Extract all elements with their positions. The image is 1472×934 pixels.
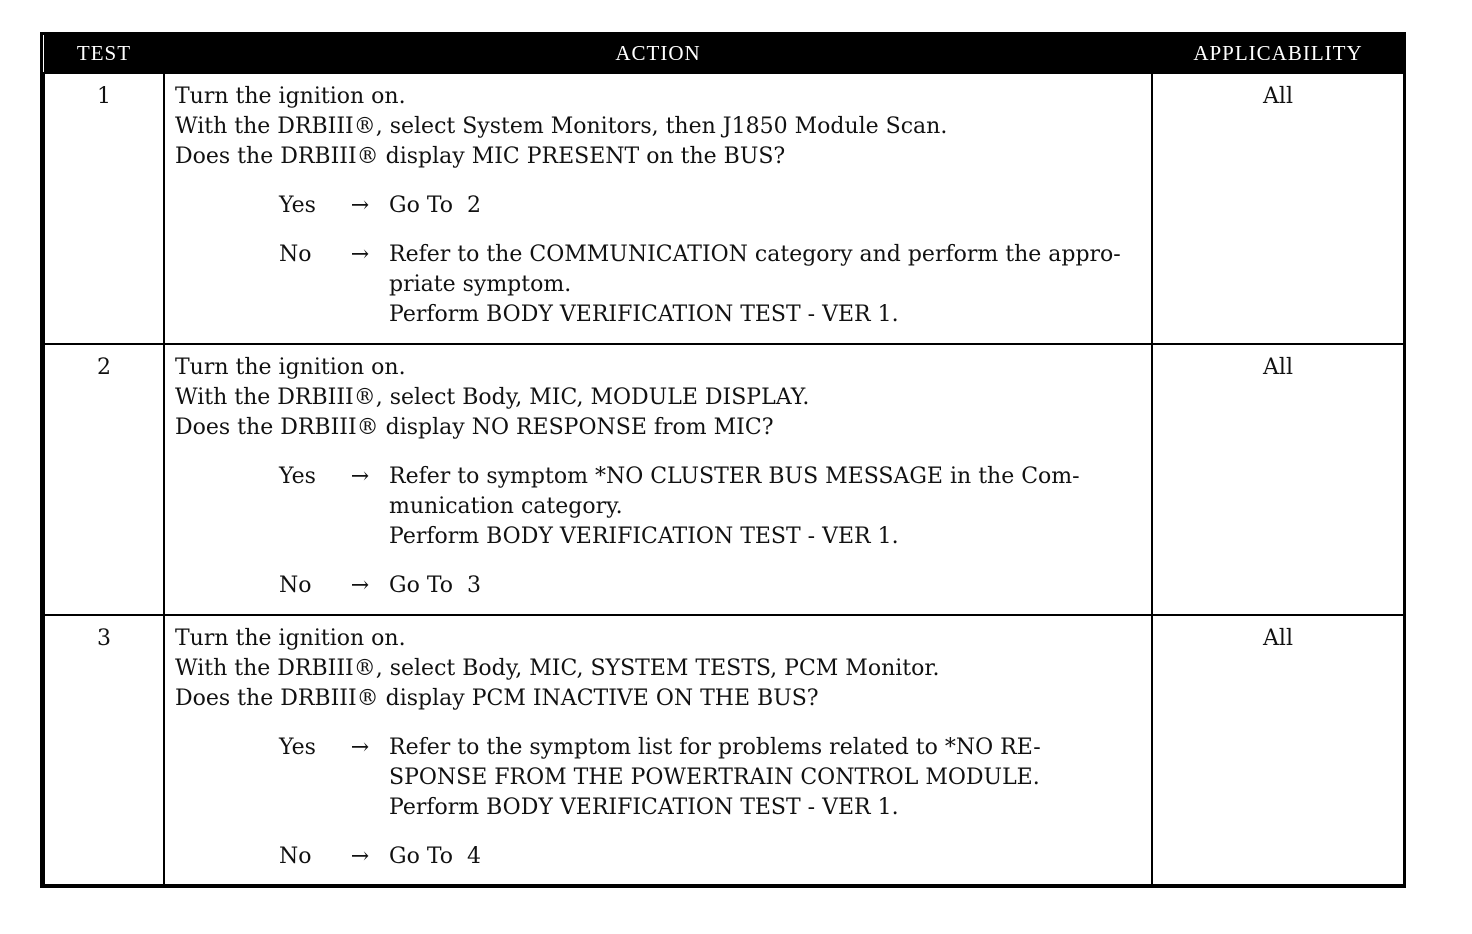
action-line: With the DRBIII®, select Body, MIC, SYSTEM TESTS, PCM Monitor. (175, 656, 940, 681)
result-line: munication category. (389, 494, 623, 519)
result-line: Refer to the symptom list for problems related to *NO RE- (389, 735, 1041, 760)
header-action: ACTION (615, 41, 701, 65)
result-line: priate symptom. (389, 272, 572, 297)
action-line: With the DRBIII®, select Body, MIC, MODULE DISPLAY. (175, 385, 810, 410)
test-action (164, 344, 1152, 615)
yes-result (389, 191, 1141, 221)
goto-text: Go To (389, 193, 454, 218)
test-number: 2 (44, 344, 164, 615)
action-line: Turn the ignition on. (175, 626, 406, 651)
yes-label: Yes (279, 735, 316, 760)
result-line: Perform BODY VERIFICATION TEST - VER 1. (389, 795, 899, 820)
goto-text: Go To (389, 573, 454, 598)
arrow-icon: → (350, 193, 370, 218)
applicability-value: All (1152, 615, 1404, 885)
action-line: Does the DRBIII® display NO RESPONSE from MIC? (175, 415, 774, 440)
action-line: Turn the ignition on. (175, 355, 406, 380)
no-result (389, 571, 1141, 601)
test-number: 3 (44, 615, 164, 885)
action-line: Turn the ignition on. (175, 84, 406, 109)
goto-number: 4 (467, 844, 482, 869)
header-row (44, 35, 1404, 73)
test-action (164, 73, 1152, 344)
applicability-value: All (1152, 73, 1404, 344)
arrow-icon: → (350, 573, 370, 598)
arrow-icon: → (350, 844, 370, 869)
no-branch (175, 571, 1141, 601)
result-line: Refer to symptom *NO CLUSTER BUS MESSAGE in the Com- (389, 464, 1080, 489)
test-row-3 (44, 615, 1404, 885)
no-branch (175, 842, 1141, 872)
test-number: 1 (44, 73, 164, 344)
action-line: Does the DRBIII® display PCM INACTIVE ON THE BUS? (175, 686, 819, 711)
header-test: TEST (76, 41, 132, 65)
test-row-1 (44, 73, 1404, 344)
action-line: With the DRBIII®, select System Monitors, then J1850 Module Scan. (175, 114, 948, 139)
no-result (389, 240, 1141, 330)
no-branch (175, 240, 1141, 330)
test-row-2 (44, 344, 1404, 615)
header-applicability: APPLICABILITY (1193, 41, 1363, 65)
goto-text: Go To (389, 844, 454, 869)
goto-number: 2 (467, 193, 482, 218)
action-line: Does the DRBIII® display MIC PRESENT on the BUS? (175, 144, 786, 169)
yes-branch (175, 733, 1141, 823)
result-line: Perform BODY VERIFICATION TEST - VER 1. (389, 302, 899, 327)
no-label: No (279, 242, 312, 267)
yes-label: Yes (279, 464, 316, 489)
yes-result (389, 462, 1141, 552)
no-result (389, 842, 1141, 872)
arrow-icon: → (350, 735, 370, 760)
diagnostic-test-table (40, 32, 1406, 888)
goto-number: 3 (467, 573, 482, 598)
no-label: No (279, 573, 312, 598)
yes-branch (175, 191, 1141, 221)
yes-branch (175, 462, 1141, 552)
result-line: Perform BODY VERIFICATION TEST - VER 1. (389, 524, 899, 549)
result-line: Refer to the COMMUNICATION category and perform the appro- (389, 242, 1121, 267)
applicability-value: All (1152, 344, 1404, 615)
arrow-icon: → (350, 242, 370, 267)
yes-result (389, 733, 1141, 823)
arrow-icon: → (350, 464, 370, 489)
yes-label: Yes (279, 193, 316, 218)
test-action (164, 615, 1152, 885)
result-line: SPONSE FROM THE POWERTRAIN CONTROL MODULE. (389, 765, 1040, 790)
no-label: No (279, 844, 312, 869)
